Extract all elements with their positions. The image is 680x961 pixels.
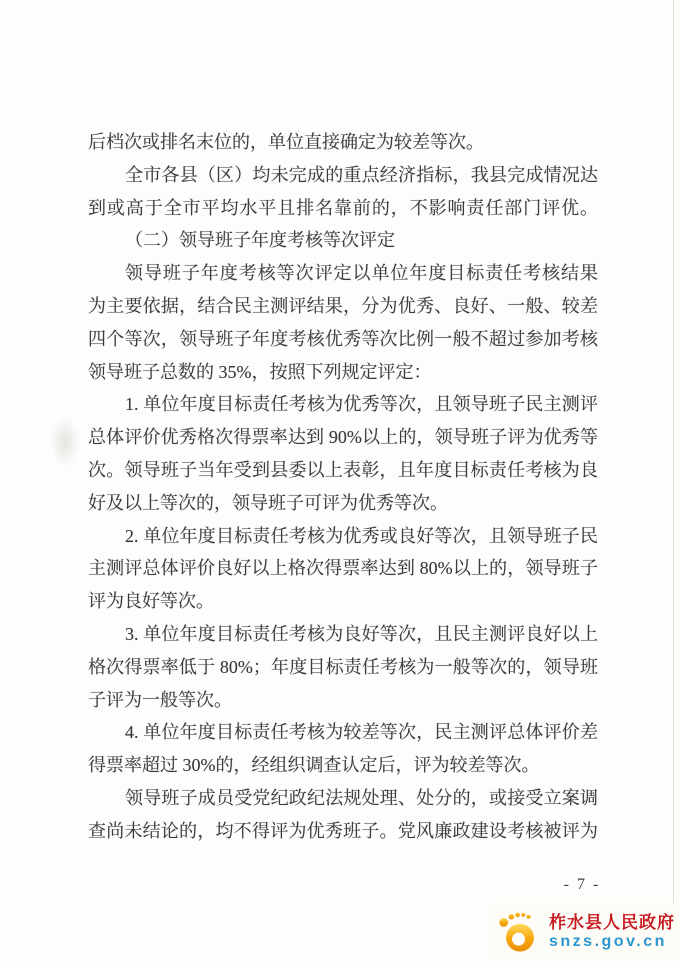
paragraph [88, 782, 598, 848]
text-line: 为主要依据，结合民主测评结果，分为优秀、良好、一般、较差 [88, 295, 598, 316]
government-site-watermark [493, 903, 680, 961]
paragraph-item-3 [88, 618, 598, 716]
text-line: 子评为一般等次。 [88, 689, 232, 710]
paragraph [88, 126, 598, 159]
text-line: 得票率超过 30%的，经组织调查认定后，评为较差等次。 [88, 755, 540, 776]
text-line: 1. 单位年度目标责任考核为优秀等次，且领导班子民主测评 [125, 394, 598, 415]
government-site-name: 柞水县人民政府 [549, 913, 675, 933]
scan-edge-line [673, 0, 674, 961]
paragraph-item-4 [88, 716, 598, 782]
text-line: 领导班子成员受党纪政纪法规处理、处分的，或接受立案调 [125, 787, 598, 808]
text-line: 4. 单位年度目标责任考核为较差等次，民主测评总体评价差 [125, 722, 598, 743]
text-line: 领导班子总数的 35%，按照下列规定评定： [88, 361, 432, 382]
text-line: 次。领导班子当年受到县委以上表彰，且年度目标责任考核为良 [88, 459, 598, 480]
text-line: 领导班子年度考核等次评定以单位年度目标责任考核结果 [125, 263, 598, 284]
paragraph-section-heading [88, 224, 598, 257]
watermark-text [549, 913, 675, 951]
text-line: 全市各县（区）均未完成的重点经济指标，我县完成情况达 [125, 164, 598, 185]
text-line: （二）领导班子年度考核等次评定 [125, 230, 395, 251]
text-line: 3. 单位年度目标责任考核为良好等次，且民主测评良好以上 [125, 623, 598, 644]
paragraph-item-1 [88, 388, 598, 519]
text-line: 格次得票率低于 80%；年度目标责任考核为一般等次的，领导班 [88, 656, 598, 677]
paragraph [88, 257, 598, 388]
paragraph [88, 159, 598, 225]
paragraph-item-2 [88, 520, 598, 618]
text-line: 到或高于全市平均水平且排名靠前的，不影响责任部门评优。 [88, 197, 598, 218]
text-line: 总体评价优秀格次得票率达到 90%以上的，领导班子评为优秀等 [88, 427, 598, 448]
text-line: 四个等次，领导班子年度考核优秀等次比例一般不超过参加考核 [88, 328, 598, 349]
government-site-url: snzs.gov.cn [549, 932, 667, 950]
text-line: 好及以上等次的，领导班子可评为优秀等次。 [88, 492, 448, 513]
footprint-icon [497, 910, 543, 954]
text-line: 查尚未结论的，均不得评为优秀班子。党风廉政建设考核被评为 [88, 820, 598, 841]
document-body [88, 126, 598, 848]
text-line: 2. 单位年度目标责任考核为优秀或良好等次，且领导班子民 [125, 525, 598, 546]
text-line: 主测评总体评价良好以上格次得票率达到 80%以上的，领导班子 [88, 558, 598, 579]
page-number: - 7 - [563, 876, 601, 893]
scan-artifact-smudge [50, 416, 80, 468]
text-line: 评为良好等次。 [88, 591, 214, 612]
text-line: 后档次或排名末位的，单位直接确定为较差等次。 [88, 132, 484, 152]
